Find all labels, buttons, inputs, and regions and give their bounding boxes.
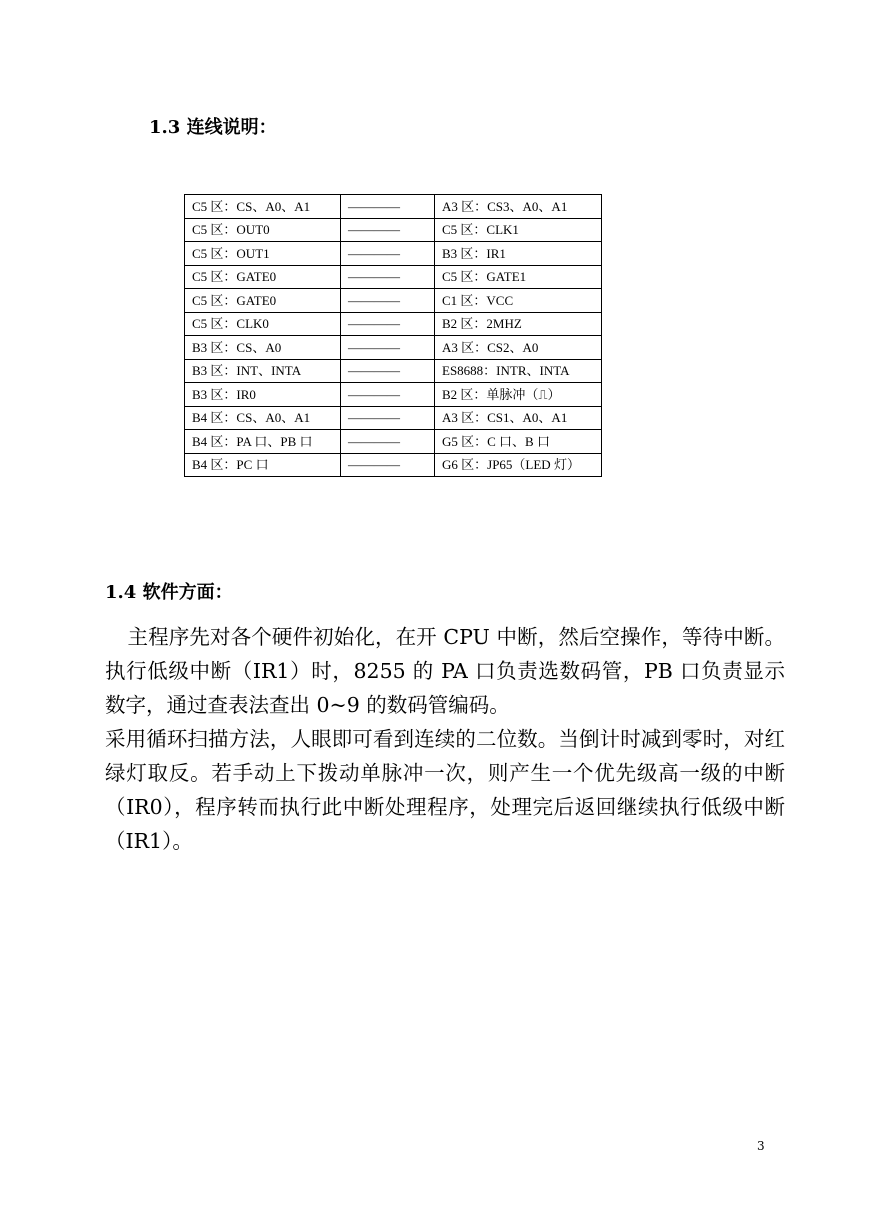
connector-dash-cell: ———— — [341, 453, 435, 477]
section-1-4-heading: 1.4 软件方面： — [105, 582, 233, 603]
wiring-table — [184, 194, 602, 477]
connector-dash-cell: ———— — [341, 406, 435, 430]
table-row — [185, 195, 602, 219]
target-pin-cell: B2 区：2MHZ — [435, 312, 602, 336]
source-pin-cell: B4 区：PA 口、PB 口 — [185, 430, 341, 454]
source-pin-cell: B3 区：IR0 — [185, 383, 341, 407]
target-pin-cell: A3 区：CS1、A0、A1 — [435, 406, 602, 430]
target-pin-cell: ES8688：INTR、INTA — [435, 359, 602, 383]
connector-dash-cell: ———— — [341, 242, 435, 266]
table-row — [185, 430, 602, 454]
target-pin-cell: B2 区：单脉冲（⎍） — [435, 383, 602, 407]
connector-dash-cell: ———— — [341, 383, 435, 407]
target-pin-cell: A3 区：CS3、A0、A1 — [435, 195, 602, 219]
target-pin-cell: C1 区：VCC — [435, 289, 602, 313]
target-pin-cell: A3 区：CS2、A0 — [435, 336, 602, 360]
source-pin-cell: B3 区：CS、A0 — [185, 336, 341, 360]
source-pin-cell: C5 区：GATE0 — [185, 289, 341, 313]
source-pin-cell: C5 区：CLK0 — [185, 312, 341, 336]
table-row — [185, 242, 602, 266]
page-number: 3 — [757, 1139, 765, 1153]
paragraph-main-program: 主程序先对各个硬件初始化，在开 CPU 中断，然后空操作，等待中断。执行低级中断（IR1）时，8255 的 PA 口负责选数码管，PB 口负责显示数字，通过查表法查出 0~9 的数码管编码。 — [105, 625, 785, 717]
target-pin-cell: C5 区：CLK1 — [435, 218, 602, 242]
table-row — [185, 383, 602, 407]
target-pin-cell: C5 区：GATE1 — [435, 265, 602, 289]
source-pin-cell: B4 区：PC 口 — [185, 453, 341, 477]
table-row — [185, 265, 602, 289]
source-pin-cell: B3 区：INT、INTA — [185, 359, 341, 383]
connector-dash-cell: ———— — [341, 359, 435, 383]
table-row — [185, 289, 602, 313]
software-description — [105, 620, 785, 858]
connector-dash-cell: ———— — [341, 430, 435, 454]
table-row — [185, 312, 602, 336]
table-row — [185, 359, 602, 383]
connector-dash-cell: ———— — [341, 265, 435, 289]
connector-dash-cell: ———— — [341, 289, 435, 313]
table-row — [185, 218, 602, 242]
connector-dash-cell: ———— — [341, 218, 435, 242]
table-row — [185, 406, 602, 430]
wiring-table-body — [185, 195, 602, 477]
target-pin-cell: G6 区：JP65（LED 灯） — [435, 453, 602, 477]
table-row — [185, 453, 602, 477]
source-pin-cell: C5 区：CS、A0、A1 — [185, 195, 341, 219]
source-pin-cell: C5 区：GATE0 — [185, 265, 341, 289]
source-pin-cell: B4 区：CS、A0、A1 — [185, 406, 341, 430]
target-pin-cell: B3 区：IR1 — [435, 242, 602, 266]
connector-dash-cell: ———— — [341, 195, 435, 219]
connector-dash-cell: ———— — [341, 312, 435, 336]
table-row — [185, 336, 602, 360]
source-pin-cell: C5 区：OUT0 — [185, 218, 341, 242]
target-pin-cell: G5 区：C 口、B 口 — [435, 430, 602, 454]
source-pin-cell: C5 区：OUT1 — [185, 242, 341, 266]
connector-dash-cell: ———— — [341, 336, 435, 360]
paragraph-scan-method: 采用循环扫描方法，人眼即可看到连续的二位数。当倒计时减到零时，对红绿灯取反。若手动上下拨动单脉冲一次，则产生一个优先级高一级的中断（IR0），程序转而执行此中断处理程序，处理完后返回继续执行低级中断（IR1）。 — [105, 727, 785, 853]
section-1-3-heading: 1.3 连线说明： — [149, 117, 277, 138]
